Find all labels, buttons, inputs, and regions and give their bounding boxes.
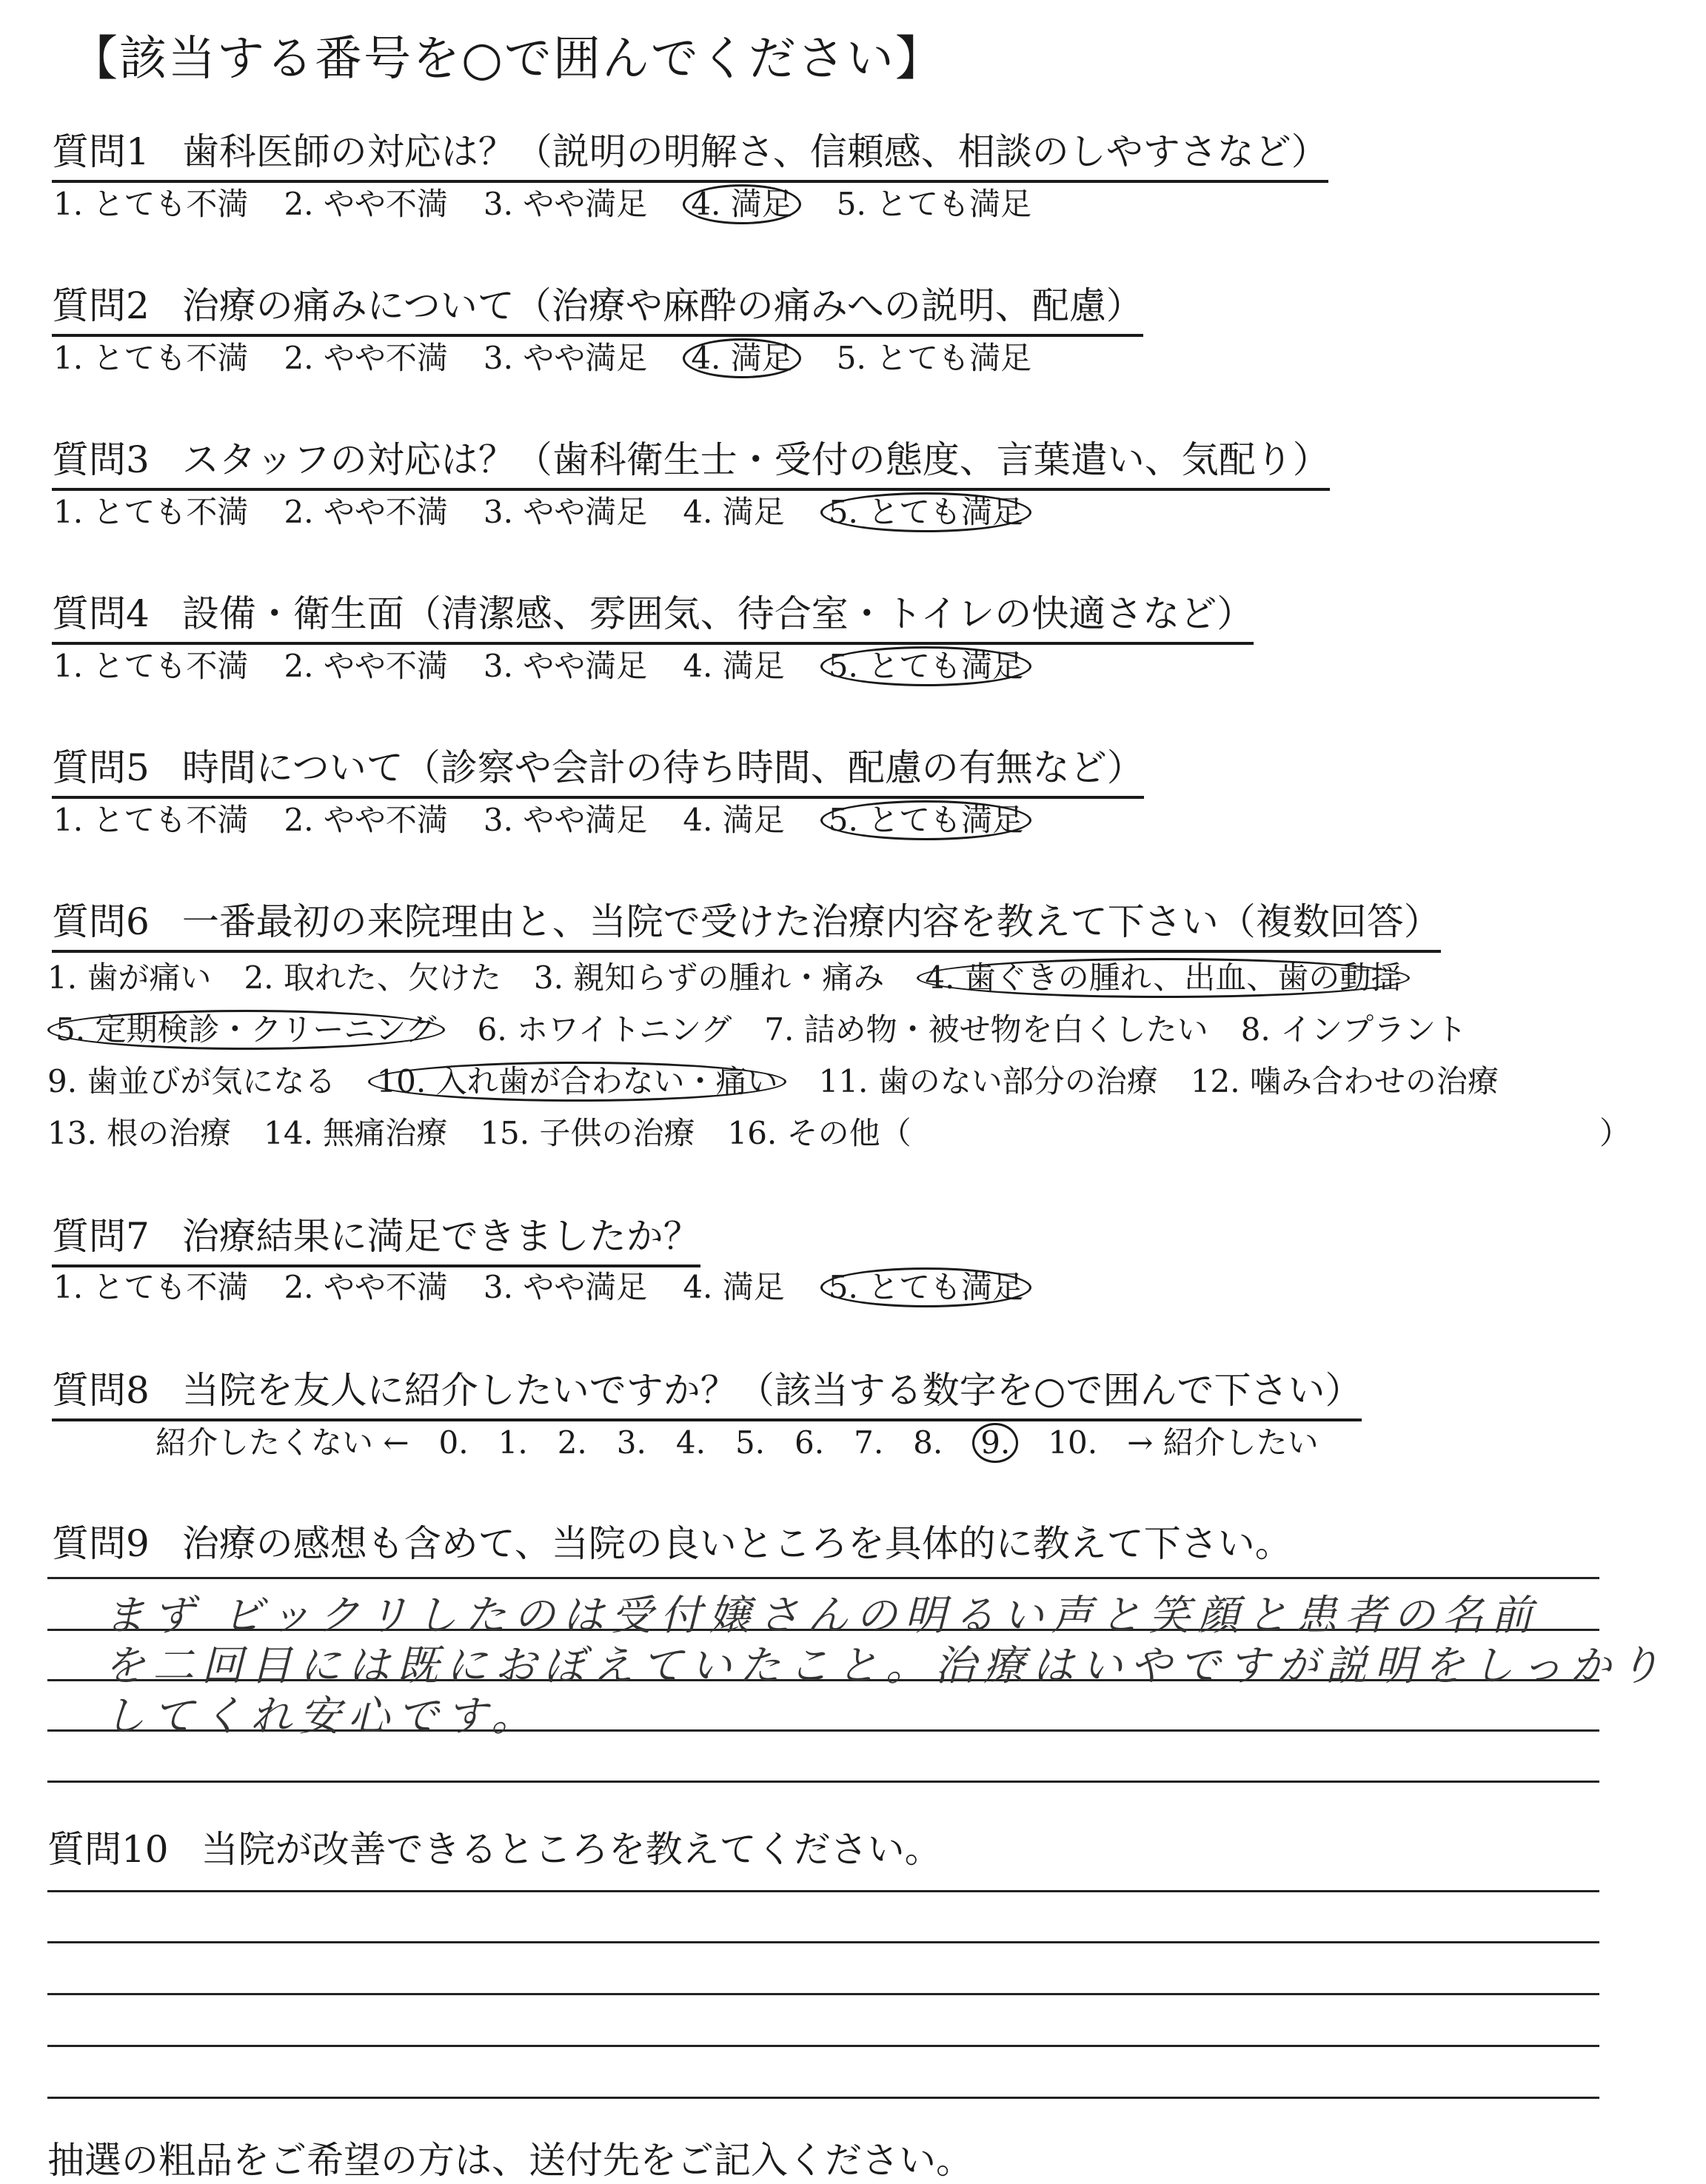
question-3-options xyxy=(53,488,1067,532)
option-15[interactable]: 15. 子供の治療 xyxy=(480,1115,695,1151)
question-10-heading xyxy=(47,1820,942,1873)
question-number: 質問10 xyxy=(47,1828,169,1871)
question-5-heading xyxy=(52,738,1144,799)
handwritten-answer-line-2: を二回目には既におぼえていたこと。治療はいやですが説明をしっかり xyxy=(104,1642,1667,1690)
question-number: 質問8 xyxy=(52,1369,150,1412)
option-1[interactable]: 1. 歯が痛い xyxy=(47,959,212,996)
question-6-row-3 xyxy=(47,1057,1531,1102)
question-8-heading xyxy=(52,1361,1362,1421)
question-6-heading xyxy=(52,892,1441,953)
option-13[interactable]: 13. 根の治療 xyxy=(47,1115,232,1151)
option-3[interactable]: 3. やや満足 xyxy=(483,1269,648,1305)
option-5[interactable]: 5. とても満足 xyxy=(836,186,1032,222)
question-7-options xyxy=(53,1263,1067,1307)
option-16[interactable]: 16. その他（ xyxy=(727,1115,911,1151)
option-16-close-paren: ） xyxy=(1599,1115,1631,1151)
option-3[interactable]: 3. 親知らずの腫れ・痛み xyxy=(533,959,885,996)
question-number: 質問7 xyxy=(52,1215,150,1258)
option-4[interactable]: 4. 満足 xyxy=(683,648,785,684)
question-8-scale xyxy=(155,1418,1348,1463)
option-4-selected[interactable]: 4. 満足 xyxy=(683,338,800,378)
option-14[interactable]: 14. 無痛治療 xyxy=(264,1115,448,1151)
question-number: 質問6 xyxy=(52,900,150,943)
question-number: 質問9 xyxy=(52,1522,150,1565)
question-number: 質問5 xyxy=(52,746,150,789)
option-2[interactable]: 2. やや不満 xyxy=(284,1269,448,1305)
option-11[interactable]: 11. 歯のない部分の治療 xyxy=(818,1063,1158,1099)
footer-note: 抽選の粗品をご希望の方は、送付先をご記入ください。 xyxy=(47,2139,973,2182)
option-9[interactable]: 9. 歯並びが気になる xyxy=(47,1063,336,1099)
option-7[interactable]: 7. 詰め物・被せ物を白くしたい xyxy=(764,1011,1208,1048)
scale-5[interactable]: 5. xyxy=(735,1424,766,1461)
option-2[interactable]: 2. 取れた、欠けた xyxy=(244,959,501,996)
handwritten-answer-line-1: まず ビックリしたのは受付嬢さんの明るい声と笑顔と患者の名前 xyxy=(104,1592,1540,1640)
scale-2[interactable]: 2. xyxy=(557,1424,587,1461)
option-1[interactable]: 1. とても不満 xyxy=(53,648,249,684)
option-4-selected[interactable]: 4. 歯ぐきの腫れ、出血、歯の動揺 xyxy=(917,958,1410,998)
question-number: 質問1 xyxy=(52,130,150,173)
question-3-heading xyxy=(52,430,1330,491)
option-2[interactable]: 2. やや不満 xyxy=(284,340,448,376)
question-text: 治療の感想も含めて、当院の良いところを具体的に教えて下さい。 xyxy=(181,1522,1292,1565)
scale-1[interactable]: 1. xyxy=(498,1424,528,1461)
option-5-selected[interactable]: 5. とても満足 xyxy=(820,646,1031,686)
option-4[interactable]: 4. 満足 xyxy=(683,494,785,530)
scale-right-label: → 紹介したい xyxy=(1127,1424,1319,1461)
option-3[interactable]: 3. やや満足 xyxy=(483,186,648,222)
question-text: 設備・衛生面（清潔感、雰囲気、待合室・トイレの快適さなど） xyxy=(181,592,1254,635)
option-6[interactable]: 6. ホワイトニング xyxy=(477,1011,732,1048)
scale-7[interactable]: 7. xyxy=(854,1424,884,1461)
question-1-heading xyxy=(52,122,1328,183)
option-5-selected[interactable]: 5. とても満足 xyxy=(820,492,1031,532)
answer-line xyxy=(47,1577,1599,1579)
question-text: 時間について（診察や会計の待ち時間、配慮の有無など） xyxy=(181,746,1144,789)
answer-line[interactable] xyxy=(47,2045,1599,2047)
question-text: 一番最初の来院理由と、当院で受けた治療内容を教えて下さい（複数回答） xyxy=(181,900,1441,943)
question-7-heading xyxy=(52,1207,700,1267)
option-1[interactable]: 1. とても不満 xyxy=(53,340,249,376)
question-number: 質問2 xyxy=(52,284,150,327)
answer-line[interactable] xyxy=(47,1890,1599,1892)
question-4-heading xyxy=(52,584,1254,645)
question-text: 当院が改善できるところを教えてください。 xyxy=(201,1828,942,1871)
scale-4[interactable]: 4. xyxy=(675,1424,706,1461)
answer-line[interactable] xyxy=(47,2097,1599,2099)
option-5-selected[interactable]: 5. とても満足 xyxy=(820,800,1031,840)
answer-line[interactable] xyxy=(47,1941,1599,1943)
option-4[interactable]: 4. 満足 xyxy=(683,802,785,838)
option-3[interactable]: 3. やや満足 xyxy=(483,648,648,684)
question-text: 治療の痛みについて（治療や麻酔の痛みへの説明、配慮） xyxy=(181,284,1143,327)
option-1[interactable]: 1. とても不満 xyxy=(53,494,249,530)
option-1[interactable]: 1. とても不満 xyxy=(53,1269,249,1305)
option-4-selected[interactable]: 4. 満足 xyxy=(683,184,800,224)
option-2[interactable]: 2. やや不満 xyxy=(284,802,448,838)
question-4-options xyxy=(53,642,1067,686)
scale-left-label: 紹介したくない ← xyxy=(155,1424,409,1461)
question-text: スタッフの対応は？（歯科衛生士・受付の態度、言葉遣い、気配り） xyxy=(181,438,1330,481)
answer-line xyxy=(47,1781,1599,1783)
option-5-selected[interactable]: 5. 定期検診・クリーニング xyxy=(47,1010,445,1050)
option-8[interactable]: 8. インプラント xyxy=(1240,1011,1468,1048)
question-6-row-2 xyxy=(47,1005,1499,1050)
option-12[interactable]: 12. 噛み合わせの治療 xyxy=(1190,1063,1499,1099)
option-2[interactable]: 2. やや不満 xyxy=(284,494,448,530)
question-6-row-4 xyxy=(47,1109,911,1153)
option-2[interactable]: 2. やや不満 xyxy=(284,648,448,684)
option-1[interactable]: 1. とても不満 xyxy=(53,186,249,222)
question-number: 質問3 xyxy=(52,438,150,481)
scale-3[interactable]: 3. xyxy=(616,1424,646,1461)
scale-9-selected[interactable]: 9. xyxy=(972,1423,1018,1463)
question-text: 治療結果に満足できましたか？ xyxy=(181,1215,700,1258)
scale-10[interactable]: 10. xyxy=(1048,1424,1098,1461)
question-1-options xyxy=(53,180,1067,224)
question-text: 当院を友人に紹介したいですか？（該当する数字を○で囲んで下さい） xyxy=(181,1369,1362,1412)
scale-8[interactable]: 8. xyxy=(913,1424,943,1461)
scale-6[interactable]: 6. xyxy=(795,1424,825,1461)
option-5[interactable]: 5. とても満足 xyxy=(836,340,1032,376)
question-2-options xyxy=(53,334,1067,378)
scale-0[interactable]: 0. xyxy=(438,1424,469,1461)
question-number: 質問4 xyxy=(52,592,150,635)
option-3[interactable]: 3. やや満足 xyxy=(483,340,648,376)
option-5-selected[interactable]: 5. とても満足 xyxy=(820,1267,1031,1307)
question-2-heading xyxy=(52,276,1143,337)
question-text: 歯科医師の対応は？（説明の明解さ、信頼感、相談のしやすさなど） xyxy=(181,130,1328,173)
option-1[interactable]: 1. とても不満 xyxy=(53,802,249,838)
question-5-options xyxy=(53,796,1067,840)
option-10-selected[interactable]: 10. 入れ歯が合わない・痛い xyxy=(368,1062,786,1102)
option-2[interactable]: 2. やや不満 xyxy=(284,186,448,222)
option-4[interactable]: 4. 満足 xyxy=(683,1269,785,1305)
option-3[interactable]: 3. やや満足 xyxy=(483,494,648,530)
question-9-heading xyxy=(52,1514,1292,1567)
page-title: 【該当する番号を○で囲んでください】 xyxy=(70,32,944,87)
handwritten-answer-line-3: してくれ安心です。 xyxy=(104,1692,541,1741)
option-3[interactable]: 3. やや満足 xyxy=(483,802,648,838)
answer-line[interactable] xyxy=(47,1993,1599,1995)
question-6-row-1 xyxy=(47,954,1442,998)
